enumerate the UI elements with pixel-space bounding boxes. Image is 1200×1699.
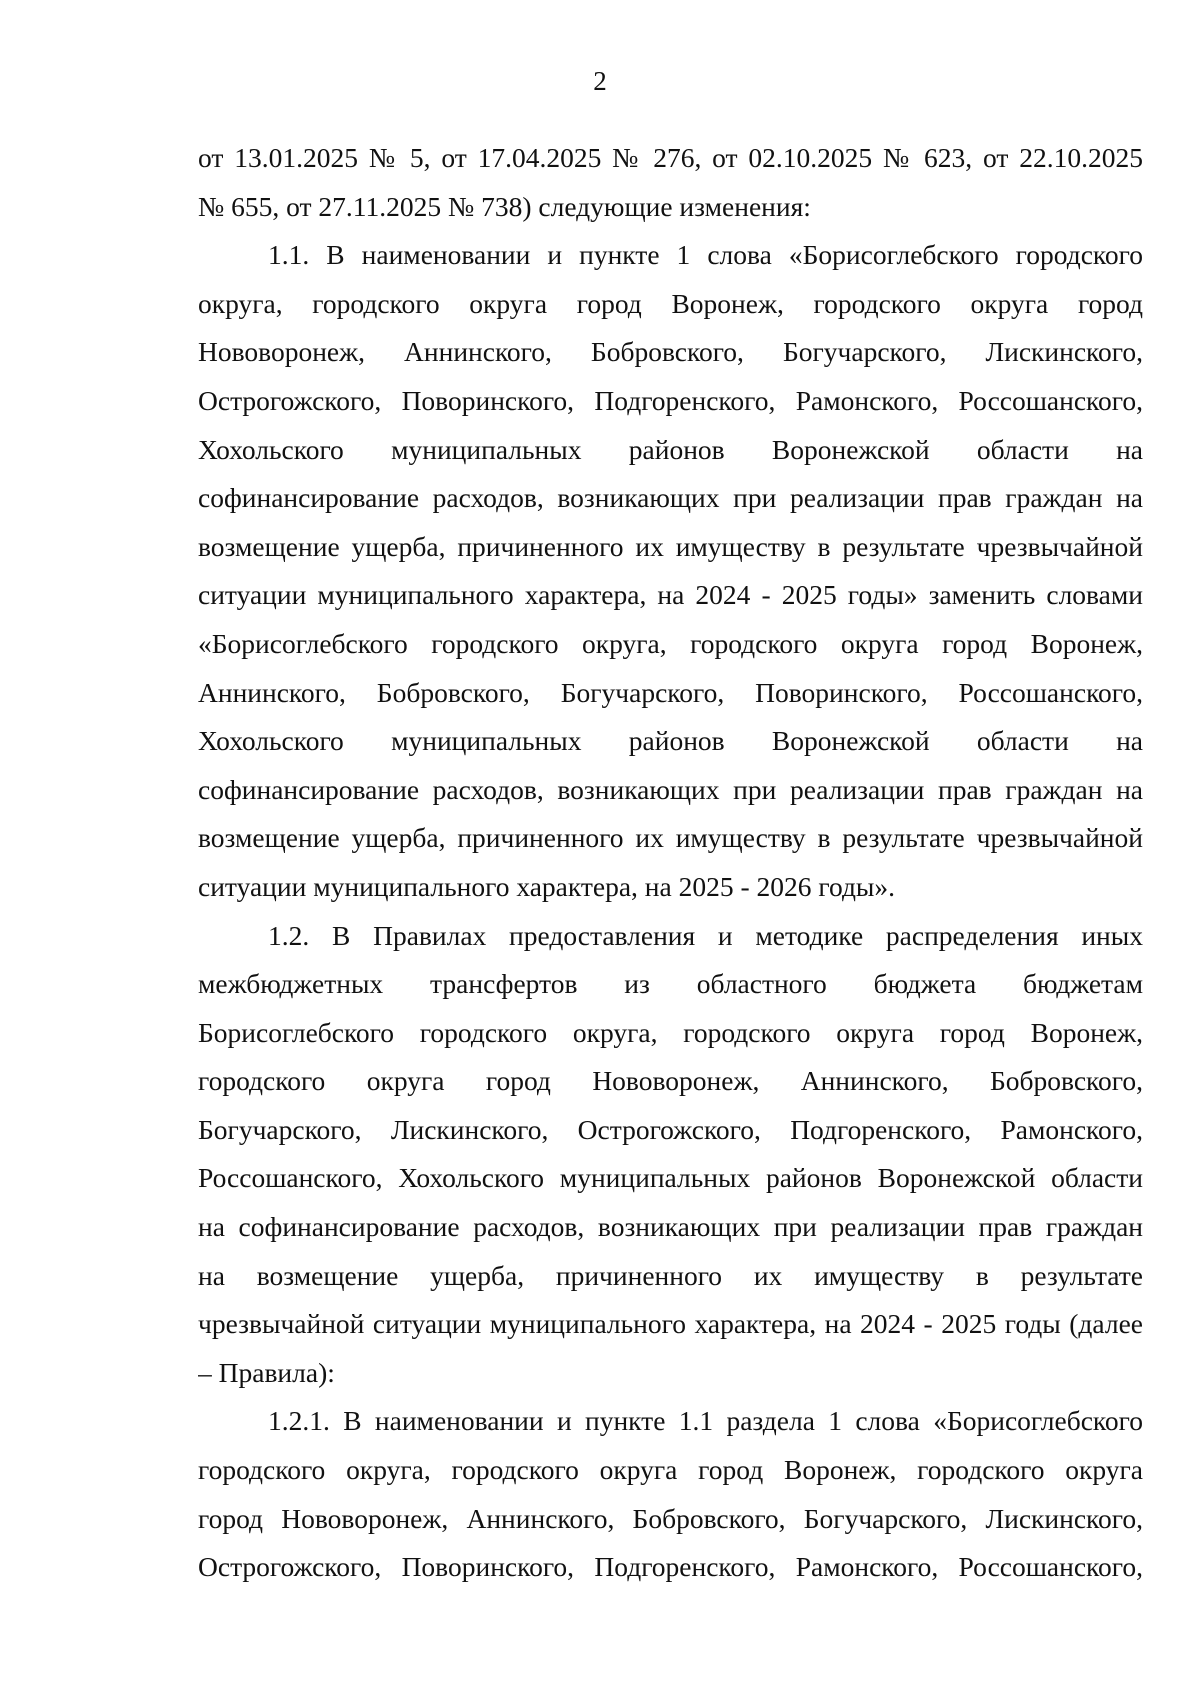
text-line: Хохольского муниципальных районов Воронежской области на [198,725,1143,757]
paragraph-continuation [198,134,1143,231]
text-line: 1.1. В наименовании и пункте 1 слова «Борисоглебского городского [268,239,1143,271]
text-line: возмещение ущерба, причиненного их имуществу в результате чрезвычайной [198,530,1143,562]
text-line: межбюджетных трансфертов из областного бюджета бюджетам [198,968,1143,1000]
text-line: Нововоронеж, Аннинского, Бобровского, Богучарского, Лискинского, [198,336,1143,368]
text-line: ситуации муниципального характера, на 2024 - 2025 годы» заменить словами [198,579,1143,611]
text-line: – Правила): [198,1356,335,1388]
text-line: Хохольского муниципальных районов Воронежской области на [198,433,1143,465]
text-line: округа, городского округа город Воронеж, городского округа город [198,287,1143,319]
text-line: 1.2.1. В наименовании и пункте 1.1 раздела 1 слова «Борисоглебского [268,1405,1143,1437]
document-body [198,134,1143,1592]
page-number: 2 [593,66,607,96]
text-line: городского округа город Нововоронеж, Аннинского, Бобровского, [198,1065,1143,1097]
text-line: 1.2. В Правилах предоставления и методике распределения иных [268,919,1143,951]
text-line: Аннинского, Бобровского, Богучарского, Поворинского, Россошанского, [198,676,1143,708]
text-line: «Борисоглебского городского округа, городского округа город Воронеж, [198,627,1143,659]
text-line: Острогожского, Поворинского, Подгоренского, Рамонского, Россошанского, [198,1551,1143,1583]
text-line: на возмещение ущерба, причиненного их имуществу в результате [198,1259,1143,1291]
text-line: № 655, от 27.11.2025 № 738) следующие изменения: [198,190,811,222]
text-line: Богучарского, Лискинского, Острогожского, Подгоренского, Рамонского, [198,1113,1143,1145]
text-line: Борисоглебского городского округа, городского округа город Воронеж, [198,1016,1143,1048]
paragraph-1-2-1 [198,1397,1143,1591]
paragraph-1-2 [198,912,1143,1398]
text-line: Россошанского, Хохольского муниципальных районов Воронежской области [198,1162,1143,1194]
text-line: на софинансирование расходов, возникающих при реализации прав граждан [198,1211,1143,1243]
text-line: возмещение ущерба, причиненного их имуществу в результате чрезвычайной [198,822,1143,854]
text-line: софинансирование расходов, возникающих при реализации прав граждан на [198,773,1143,805]
text-line: софинансирование расходов, возникающих при реализации прав граждан на [198,482,1143,514]
text-line: от 13.01.2025 № 5, от 17.04.2025 № 276, от 02.10.2025 № 623, от 22.10.2025 [198,142,1143,173]
text-line: город Нововоронеж, Аннинского, Бобровского, Богучарского, Лискинского, [198,1502,1143,1534]
text-line: ситуации муниципального характера, на 2025 - 2026 годы». [198,870,896,902]
text-line: Острогожского, Поворинского, Подгоренского, Рамонского, Россошанского, [198,384,1143,416]
text-line: чрезвычайной ситуации муниципального характера, на 2024 - 2025 годы (далее [198,1308,1143,1340]
text-line: городского округа, городского округа город Воронеж, городского округа [198,1454,1143,1486]
paragraph-1-1 [198,231,1143,911]
